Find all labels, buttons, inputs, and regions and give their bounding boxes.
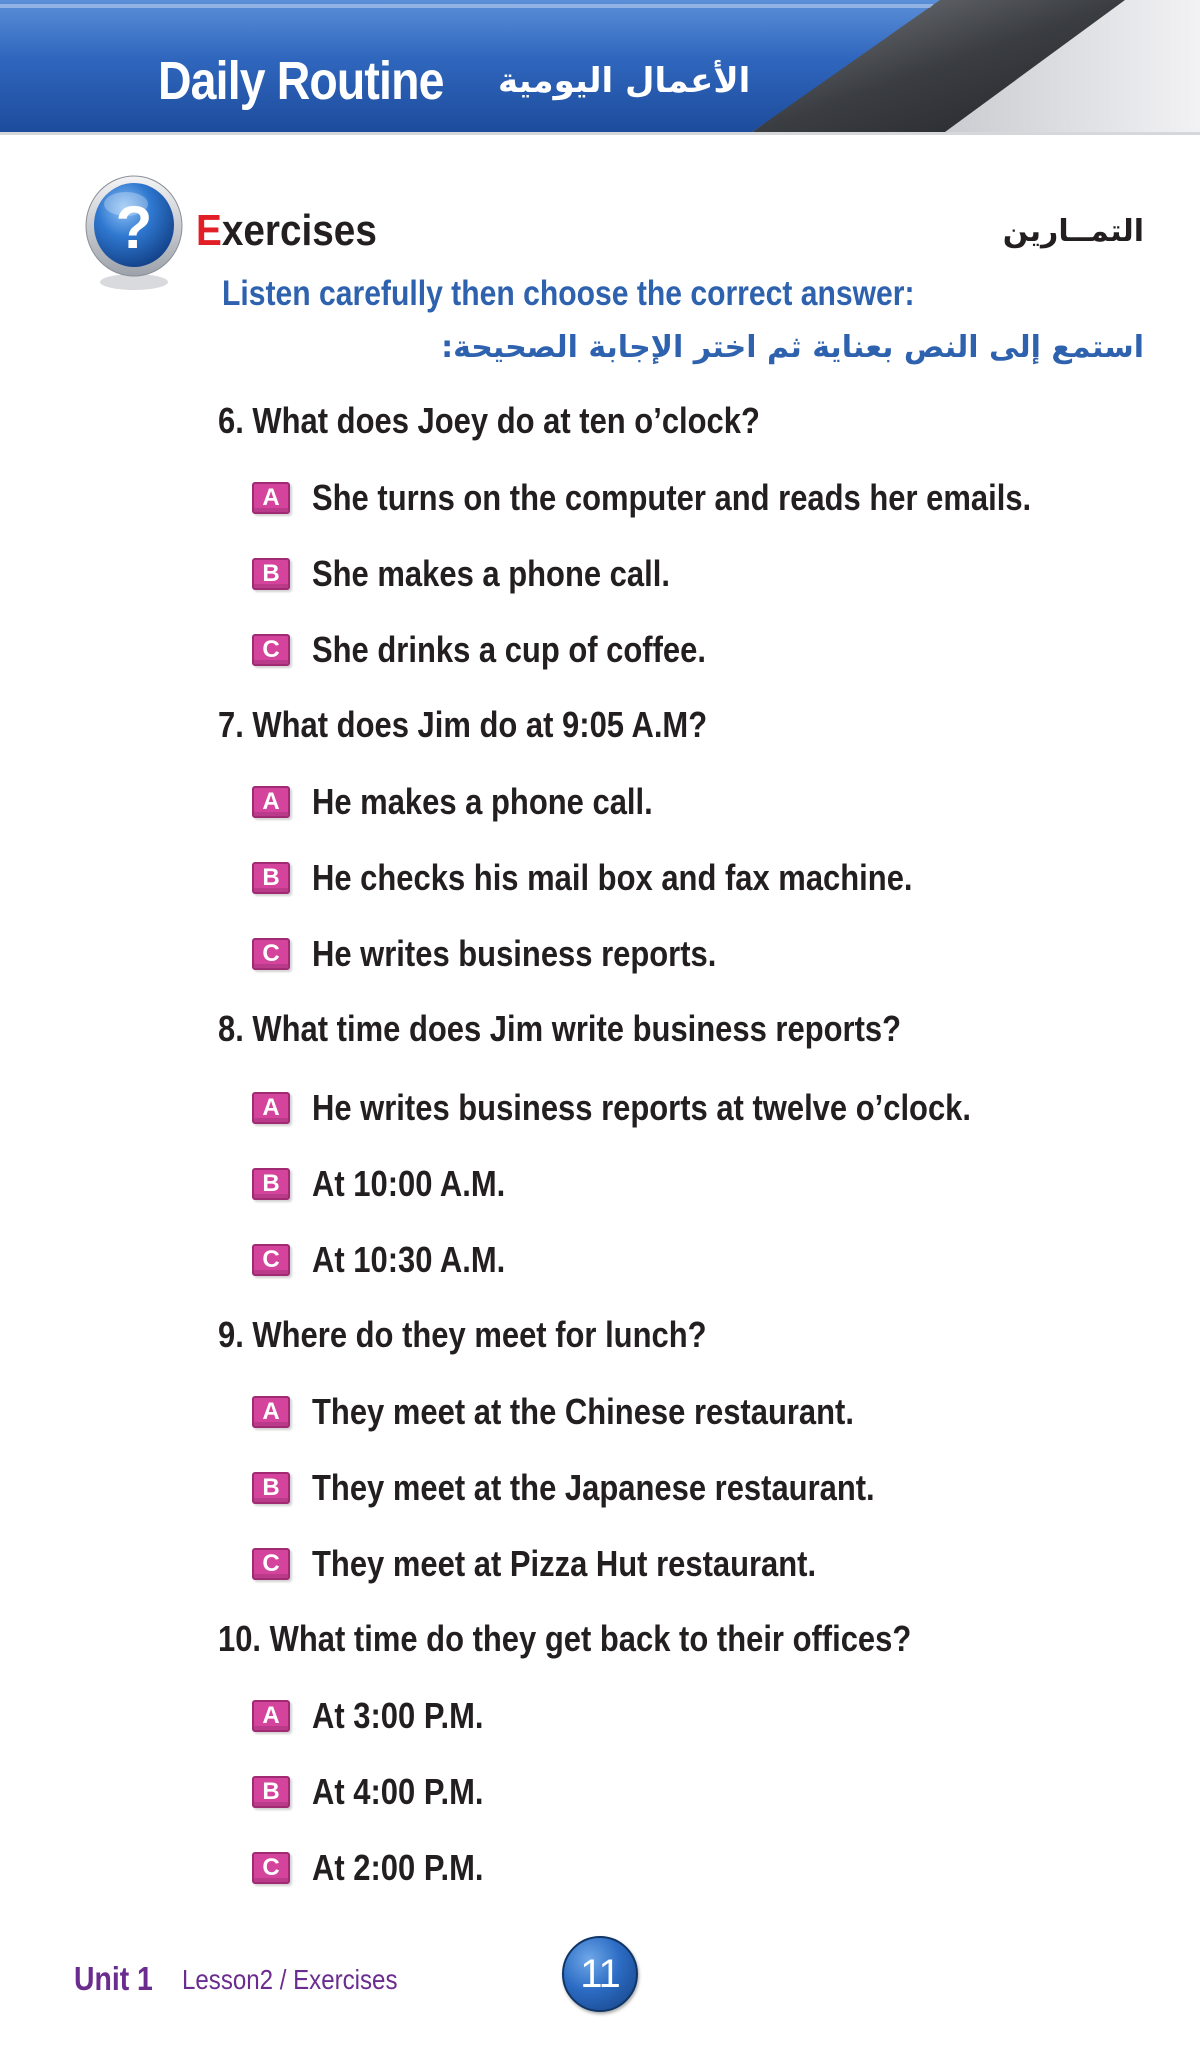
header-banner (0, 0, 1200, 140)
svg-text:?: ? (115, 194, 153, 261)
option-letter-badge: A (252, 1092, 290, 1124)
exercises-heading-rest: xercises (221, 206, 377, 255)
option-text: At 10:30 A.M. (312, 1239, 506, 1280)
question-8: 8. What time does Jim write business reports? (218, 1008, 902, 1049)
option-text: At 3:00 P.M. (312, 1695, 484, 1736)
question-9: 9. Where do they meet for lunch? (218, 1314, 707, 1355)
option-text: He checks his mail box and fax machine. (312, 857, 913, 898)
option-letter-badge: C (252, 1244, 290, 1276)
option-10c[interactable] (252, 1848, 511, 1888)
option-10b[interactable] (252, 1772, 511, 1812)
option-letter-badge: A (252, 786, 290, 818)
option-letter-badge: C (252, 1852, 290, 1884)
option-letter-badge: C (252, 938, 290, 970)
option-7b[interactable] (252, 858, 1010, 898)
instruction-arabic: استمع إلى النص بعناية ثم اختر الإجابة الصحيحة: (441, 330, 1144, 365)
option-text: They meet at the Chinese restaurant. (312, 1391, 854, 1432)
option-9a[interactable] (252, 1392, 942, 1432)
option-text: At 4:00 P.M. (312, 1771, 484, 1812)
page-number: 11 (580, 1951, 620, 1996)
option-6b[interactable] (252, 554, 728, 594)
option-text: She turns on the computer and reads her emails. (312, 477, 1032, 518)
option-8a[interactable] (252, 1088, 1078, 1128)
instruction-english: Listen carefully then choose the correct answer: (222, 274, 915, 313)
option-text: She drinks a cup of coffee. (312, 629, 706, 670)
option-letter-badge: B (252, 862, 290, 894)
option-9c[interactable] (252, 1544, 898, 1584)
exercises-heading-initial: E (196, 206, 222, 255)
option-letter-badge: B (252, 1472, 290, 1504)
option-text: He makes a phone call. (312, 781, 653, 822)
option-text: He writes business reports at twelve o’clock. (312, 1087, 972, 1128)
option-8c[interactable] (252, 1240, 537, 1280)
option-letter-badge: B (252, 558, 290, 590)
option-text: They meet at Pizza Hut restaurant. (312, 1543, 817, 1584)
question-6: 6. What does Joey do at ten o’clock? (218, 400, 760, 441)
option-7a[interactable] (252, 782, 708, 822)
exercises-heading (196, 206, 377, 256)
option-text: They meet at the Japanese restaurant. (312, 1467, 875, 1508)
option-6c[interactable] (252, 630, 770, 670)
option-letter-badge: C (252, 1548, 290, 1580)
option-letter-badge: C (252, 634, 290, 666)
option-7c[interactable] (252, 934, 782, 974)
banner-title (158, 46, 750, 116)
option-8b[interactable] (252, 1164, 537, 1204)
option-text: She makes a phone call. (312, 553, 670, 594)
exercises-heading-arabic: التمــارين (1002, 214, 1144, 249)
question-10: 10. What time do they get back to their offices? (218, 1618, 912, 1659)
footer-lesson-label: Lesson2 / Exercises (182, 1964, 398, 1995)
option-text: At 2:00 P.M. (312, 1847, 484, 1888)
option-6a[interactable] (252, 478, 1148, 518)
page-number-badge (562, 1936, 638, 2012)
option-letter-badge: B (252, 1776, 290, 1808)
page-title-arabic: الأعمال اليومية (498, 61, 751, 101)
option-10a[interactable] (252, 1696, 511, 1736)
option-letter-badge: A (252, 1396, 290, 1428)
option-text: At 10:00 A.M. (312, 1163, 506, 1204)
footer-unit-label: Unit 1 (74, 1960, 153, 1997)
question-mark-icon (84, 174, 184, 296)
option-letter-badge: A (252, 482, 290, 514)
question-7: 7. What does Jim do at 9:05 A.M? (218, 704, 708, 745)
page-title: Daily Routine (158, 51, 444, 111)
option-9b[interactable] (252, 1468, 966, 1508)
option-text: He writes business reports. (312, 933, 717, 974)
option-letter-badge: A (252, 1700, 290, 1732)
option-letter-badge: B (252, 1168, 290, 1200)
